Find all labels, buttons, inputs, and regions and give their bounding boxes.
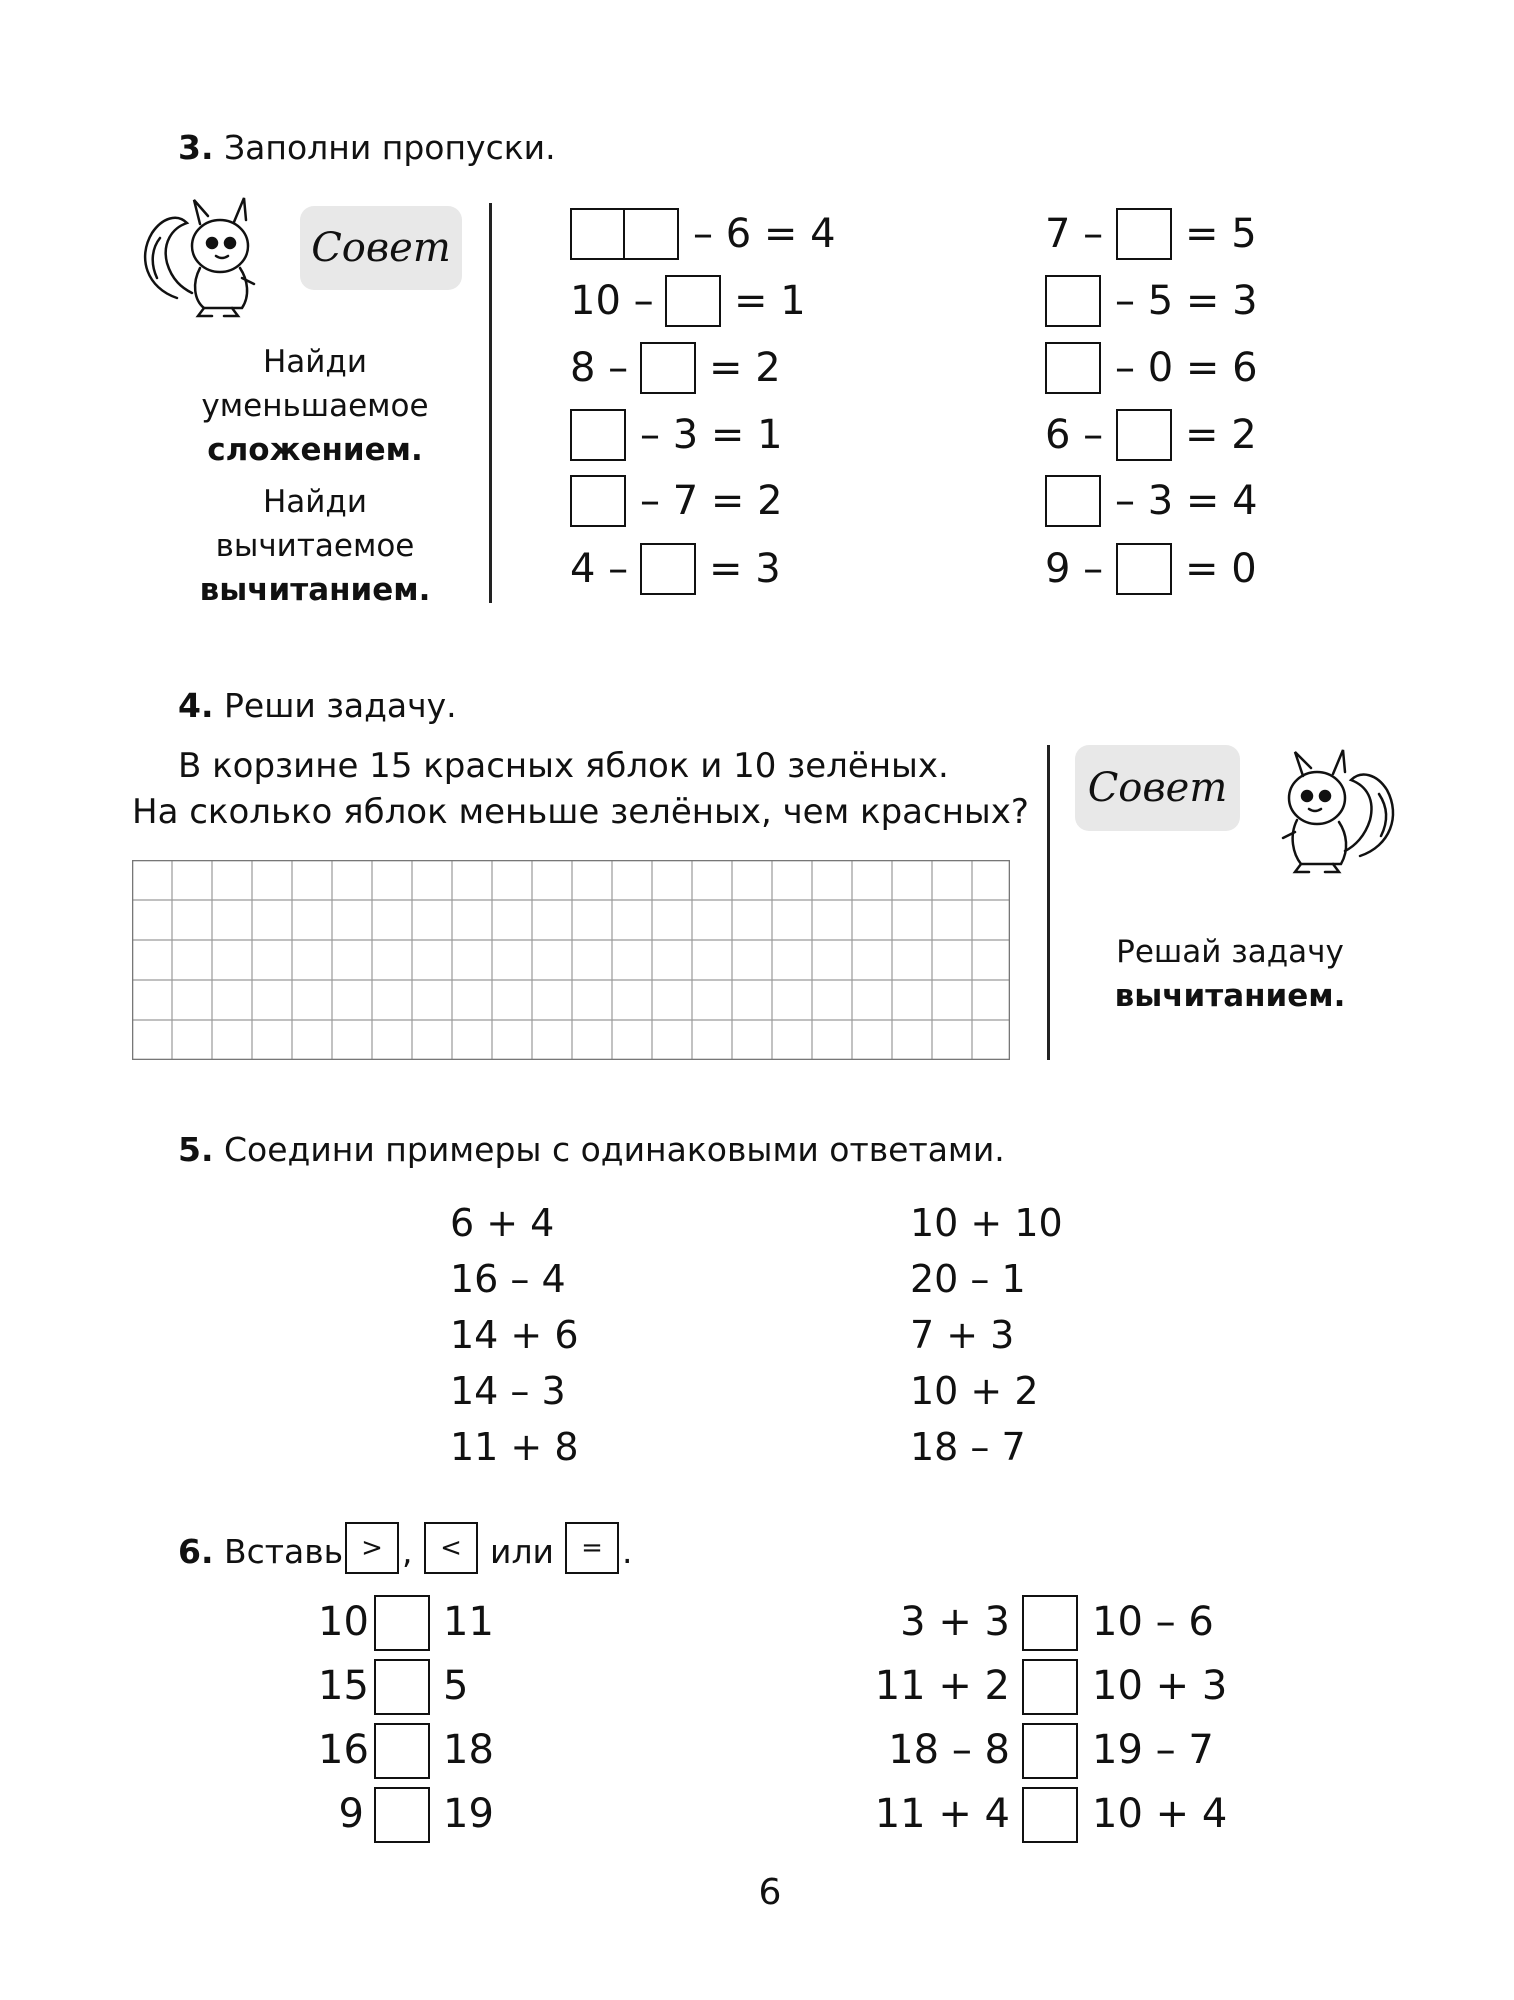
sign-lt: <	[424, 1522, 478, 1574]
example-item[interactable]: 7 + 3	[910, 1313, 1015, 1357]
example-item[interactable]: 18 – 7	[910, 1425, 1026, 1469]
task6-heading	[178, 1532, 343, 1571]
task3-tip	[180, 340, 450, 612]
tip-badge: Совет	[300, 206, 462, 290]
equation-part: – 6 = 4	[693, 211, 836, 257]
answer-box[interactable]	[640, 543, 696, 595]
page-number: 6	[758, 1872, 782, 1913]
compare-right: 10 – 6	[1092, 1599, 1214, 1645]
example-item[interactable]: 10 + 2	[910, 1369, 1039, 1413]
sign-answer-box[interactable]	[374, 1723, 430, 1779]
or-word: или	[490, 1532, 554, 1571]
equation-part: – 0 = 6	[1115, 345, 1258, 391]
equation-part: 9 –	[1045, 546, 1104, 592]
tip-line: вычитанием.	[1114, 978, 1346, 1014]
tip-line: Найди	[262, 344, 368, 380]
compare-left: 11 + 2	[874, 1663, 1010, 1709]
equation-part: 8 –	[570, 345, 629, 391]
compare-left: 16	[318, 1727, 369, 1773]
equation-part: = 3	[709, 546, 781, 592]
example-item[interactable]: 14 – 3	[450, 1369, 566, 1413]
equation-part: = 0	[1185, 546, 1257, 592]
answer-grid[interactable]	[132, 860, 1010, 1060]
compare-right: 10 + 4	[1092, 1791, 1228, 1837]
compare-right: 5	[443, 1663, 469, 1709]
tip-line: Решай задачу	[1116, 934, 1344, 970]
answer-box[interactable]	[623, 208, 679, 260]
task4-heading	[178, 686, 457, 725]
answer-box[interactable]	[1045, 275, 1101, 327]
compare-left: 10	[318, 1599, 369, 1645]
equation-part: – 7 = 2	[640, 478, 783, 524]
task3-title: Заполни пропуски.	[224, 128, 556, 167]
compare-left: 9	[338, 1791, 364, 1837]
tip-line: сложением.	[207, 432, 423, 468]
comma: ,	[402, 1532, 413, 1571]
answer-box[interactable]	[570, 409, 626, 461]
problem-line: На сколько яблок меньше зелёных, чем красных?	[132, 792, 1029, 832]
compare-right: 18	[443, 1727, 494, 1773]
compare-right: 19 – 7	[1092, 1727, 1214, 1773]
compare-left: 3 + 3	[900, 1599, 1010, 1645]
answer-box[interactable]	[640, 342, 696, 394]
compare-left: 15	[318, 1663, 369, 1709]
squirrel-icon	[132, 188, 282, 323]
equation-part: = 2	[709, 345, 781, 391]
squirrel-icon	[1255, 738, 1405, 883]
answer-box[interactable]	[1116, 409, 1172, 461]
task5-number: 5.	[178, 1130, 214, 1169]
sign-answer-box[interactable]	[1022, 1659, 1078, 1715]
compare-left: 11 + 4	[874, 1791, 1010, 1837]
equation-part: 10 –	[570, 278, 654, 324]
tip-line: Найди	[262, 484, 368, 520]
divider	[1047, 745, 1050, 1060]
example-item[interactable]: 20 – 1	[910, 1257, 1026, 1301]
task6-number: 6.	[178, 1532, 214, 1571]
task5-heading	[178, 1130, 1005, 1169]
example-item[interactable]: 14 + 6	[450, 1313, 579, 1357]
task3-number: 3.	[178, 128, 214, 167]
task5-right-column	[910, 1195, 1063, 1475]
equation-part: 4 –	[570, 546, 629, 592]
answer-box[interactable]	[1045, 342, 1101, 394]
equation-part: = 2	[1185, 412, 1257, 458]
tip-line: вычитаемое	[215, 528, 415, 564]
compare-right: 19	[443, 1791, 494, 1837]
example-item[interactable]: 16 – 4	[450, 1257, 566, 1301]
tip-line: вычитанием.	[199, 572, 431, 608]
divider	[489, 203, 492, 603]
answer-box[interactable]	[570, 208, 626, 260]
task3-heading	[178, 128, 556, 167]
compare-right: 10 + 3	[1092, 1663, 1228, 1709]
sign-answer-box[interactable]	[374, 1659, 430, 1715]
sign-answer-box[interactable]	[374, 1595, 430, 1651]
equation-part: – 3 = 1	[640, 412, 783, 458]
answer-box[interactable]	[1116, 543, 1172, 595]
sign-gt: >	[345, 1522, 399, 1574]
task5-left-column	[450, 1195, 579, 1475]
equation-part: 6 –	[1045, 412, 1104, 458]
task4-title: Реши задачу.	[224, 686, 457, 725]
example-item[interactable]: 11 + 8	[450, 1425, 579, 1469]
task6-title: Вставь	[224, 1532, 344, 1571]
sign-eq: =	[565, 1522, 619, 1574]
sign-answer-box[interactable]	[374, 1787, 430, 1843]
task4-tip	[1080, 930, 1380, 1018]
answer-box[interactable]	[1045, 475, 1101, 527]
sign-answer-box[interactable]	[1022, 1787, 1078, 1843]
equation-part: – 5 = 3	[1115, 278, 1258, 324]
compare-left: 18 – 8	[888, 1727, 1010, 1773]
answer-box[interactable]	[1116, 208, 1172, 260]
sign-answer-box[interactable]	[1022, 1595, 1078, 1651]
task5-title: Соедини примеры с одинаковыми ответами.	[224, 1130, 1005, 1169]
equation-part: = 1	[734, 278, 806, 324]
dot: .	[622, 1532, 633, 1571]
tip-line: уменьшаемое	[201, 388, 429, 424]
equation-part: 7 –	[1045, 211, 1104, 257]
example-item[interactable]: 6 + 4	[450, 1201, 555, 1245]
answer-box[interactable]	[570, 475, 626, 527]
compare-right: 11	[443, 1599, 494, 1645]
task4-number: 4.	[178, 686, 214, 725]
sign-answer-box[interactable]	[1022, 1723, 1078, 1779]
tip-badge: Совет	[1075, 745, 1240, 831]
equation-part: = 5	[1185, 211, 1257, 257]
example-item[interactable]: 10 + 10	[910, 1201, 1063, 1245]
answer-box[interactable]	[665, 275, 721, 327]
problem-line: В корзине 15 красных яблок и 10 зелёных.	[178, 746, 949, 786]
equation-part: – 3 = 4	[1115, 478, 1258, 524]
